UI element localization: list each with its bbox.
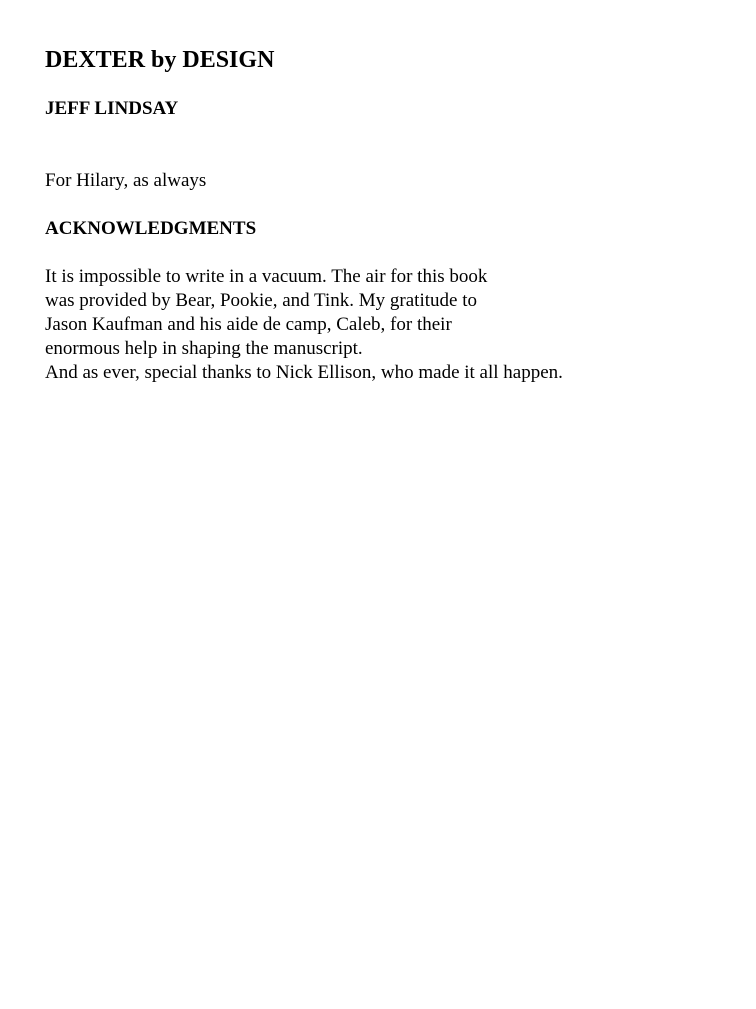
acknowledgments-line: And as ever, special thanks to Nick Ellison, who made it all happen. [45,362,563,383]
acknowledgments-line: It is impossible to write in a vacuum. The air for this book [45,266,488,287]
acknowledgments-heading: ACKNOWLEDGMENTS [45,218,257,239]
acknowledgments-line: Jason Kaufman and his aide de camp, Caleb, for their [45,314,452,335]
acknowledgments-body [45,265,563,385]
acknowledgments-line: was provided by Bear, Pookie, and Tink. My gratitude to [45,290,477,311]
author-name: JEFF LINDSAY [45,98,179,119]
book-title: DEXTER by DESIGN [45,47,275,73]
acknowledgments-line: enormous help in shaping the manuscript. [45,338,363,359]
dedication-text: For Hilary, as always [45,170,207,191]
